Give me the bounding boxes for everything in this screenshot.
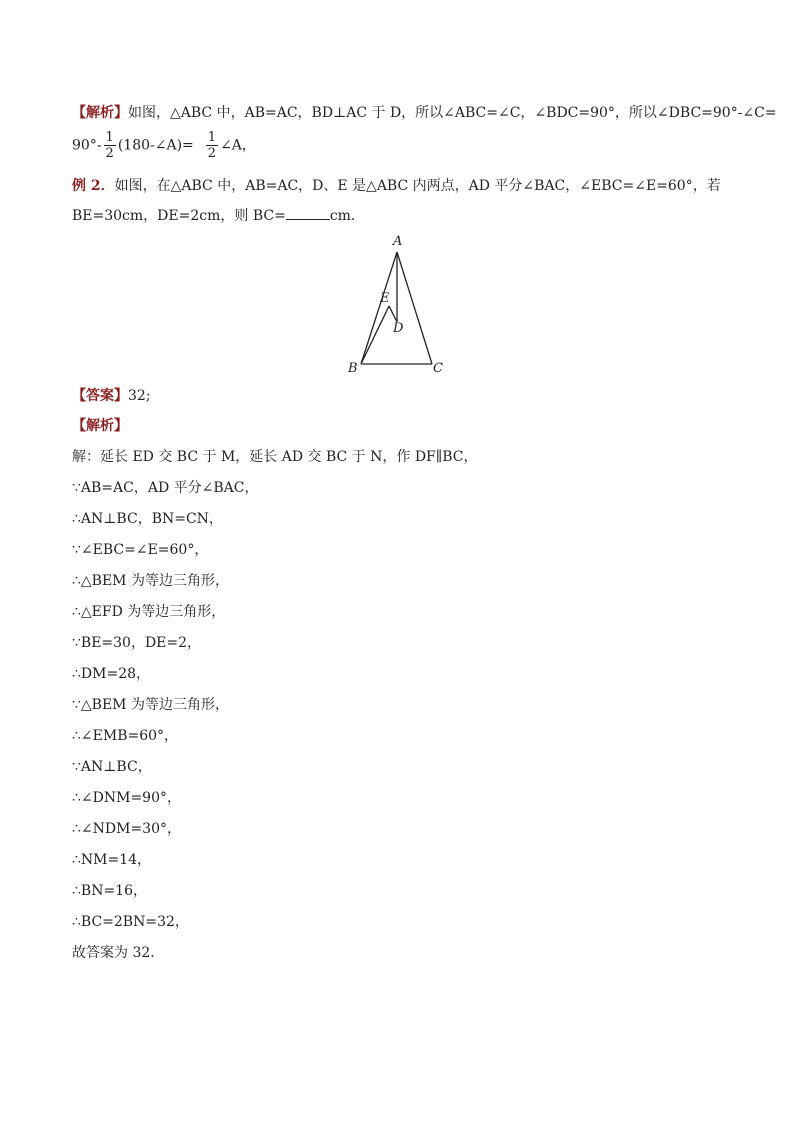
analysis-intro-line-2 <box>72 130 256 161</box>
analysis-intro-text-2-mid: (180-∠A)= <box>117 137 194 154</box>
analysis-step: ∵BE=30，DE=2， <box>72 635 202 651</box>
example2-line-1 <box>72 176 721 196</box>
fraction-denominator: 2 <box>207 146 217 161</box>
point-label-e: E <box>380 291 390 306</box>
analysis-step: ∴BC=2BN=32， <box>72 914 189 930</box>
answer-label: 【答案】 <box>72 388 128 404</box>
fraction-denominator: 2 <box>105 146 114 161</box>
analysis-step: ∵△BEM 为等边三角形， <box>72 697 229 713</box>
analysis-step: ∴AN⊥BC，BN=CN， <box>72 511 223 527</box>
answer-value: 32; <box>128 388 151 404</box>
fraction-numerator: 1 <box>105 130 114 145</box>
analysis-intro-label: 【解析】 <box>72 105 128 121</box>
analysis-step: ∵AB=AC，AD 平分∠BAC， <box>72 480 259 496</box>
answer-blank <box>286 207 330 220</box>
analysis-intro-text-2-end: ∠A， <box>220 137 256 154</box>
example2-text-1: 如图，在△ABC 中，AB=AC，D、E 是△ABC 内两点，AD 平分∠BAC，∠EBC=∠E=60°，若 <box>114 178 721 194</box>
analysis-intro-text-1: 如图，△ABC 中，AB=AC，BD⊥AC 于 D，所以∠ABC=∠C，∠BDC=90°，所以∠DBC=90°-∠C= <box>128 105 777 121</box>
segment-ed <box>389 306 397 322</box>
answer-line <box>72 386 151 406</box>
example2-line-2 <box>72 206 355 226</box>
point-label-b: B <box>348 361 358 376</box>
example2-text-2-end: cm. <box>329 208 356 224</box>
analysis-label: 【解析】 <box>72 418 128 434</box>
analysis-step: 解：延长 ED 交 BC 于 M，延长 AD 交 BC 于 N，作 DF∥BC， <box>72 449 478 465</box>
fraction-half-2 <box>206 130 218 161</box>
point-label-c: C <box>433 361 443 376</box>
analysis-step: ∴BN=16， <box>72 883 147 899</box>
fraction-half-1 <box>104 130 116 161</box>
example2-text-2-start: BE=30cm，DE=2cm，则 BC= <box>72 208 286 224</box>
analysis-step: ∴∠DNM=90°， <box>72 790 181 806</box>
fraction-numerator: 1 <box>207 130 217 145</box>
analysis-step: ∴∠NDM=30°， <box>72 821 181 837</box>
segment-ab <box>361 252 397 364</box>
analysis-step: ∴△BEM 为等边三角形， <box>72 573 229 589</box>
analysis-conclusion: 故答案为 32. <box>72 945 155 961</box>
triangle-diagram <box>340 228 460 380</box>
point-label-d: D <box>393 321 404 336</box>
triangle-figure <box>340 228 460 380</box>
segment-ac <box>397 252 432 364</box>
analysis-intro-line-1 <box>72 103 777 123</box>
analysis-step: ∴△EFD 为等边三角形， <box>72 604 226 620</box>
analysis-step: ∵AN⊥BC， <box>72 759 152 775</box>
analysis-step: ∴DM=28， <box>72 666 151 682</box>
example2-label: 例 2． <box>72 178 115 194</box>
segment-be <box>361 306 389 364</box>
analysis-header-line <box>72 416 128 436</box>
point-label-a: A <box>393 234 403 249</box>
analysis-intro-text-2-start: 90°- <box>72 137 102 154</box>
analysis-step: ∵∠EBC=∠E=60°， <box>72 542 209 558</box>
analysis-step: ∴∠EMB=60°， <box>72 728 179 744</box>
analysis-step: ∴NM=14， <box>72 852 152 868</box>
